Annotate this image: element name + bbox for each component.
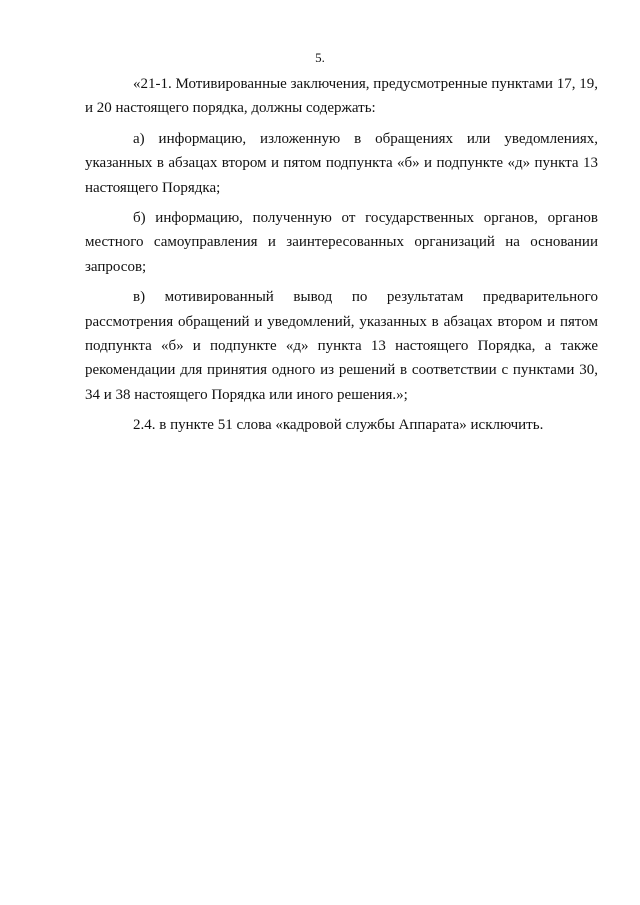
paragraph-item-v-first-line [85, 285, 598, 309]
page-number: 5. [315, 50, 325, 65]
word: вывод [293, 289, 333, 306]
word: результатам [386, 289, 464, 306]
document-body [85, 72, 598, 444]
word: в) [133, 289, 146, 306]
word: по [351, 289, 368, 306]
paragraph-2-4: 2.4. в пункте 51 слова «кадровой службы Аппарата» исключить. [133, 417, 544, 434]
paragraph-item-a: а) информацию, изложенную в обращениях или уведомлениях, указанных в абзацах втором и пятом подпункта «б» и подпункте «д» пункта 13 настоящего Порядка; [85, 130, 598, 196]
word: мотивированный [164, 289, 274, 306]
paragraph-21-1: «21-1. Мотивированные заключения, предусмотренные пунктами 17, 19, и 20 настоящего порядка, должны содержать: [85, 76, 598, 117]
paragraph-item-v [85, 285, 598, 407]
word: предварительного [482, 289, 598, 306]
paragraph-item-b: б) информацию, полученную от государственных органов, органов местного самоуправления и заинтересованных организаций на основании запросов; [85, 210, 598, 275]
paragraph-item-v-rest: рассмотрения обращений и уведомлений, указанных в абзацах втором и пятом подпункта «б» и подпункте «д» пункта 13 настоящего Порядка, а также рекомендации для принятия одного из решений в соответствии с пунктами 30, 34 и 38 настоящего Порядка или иного решения.»; [85, 313, 598, 403]
